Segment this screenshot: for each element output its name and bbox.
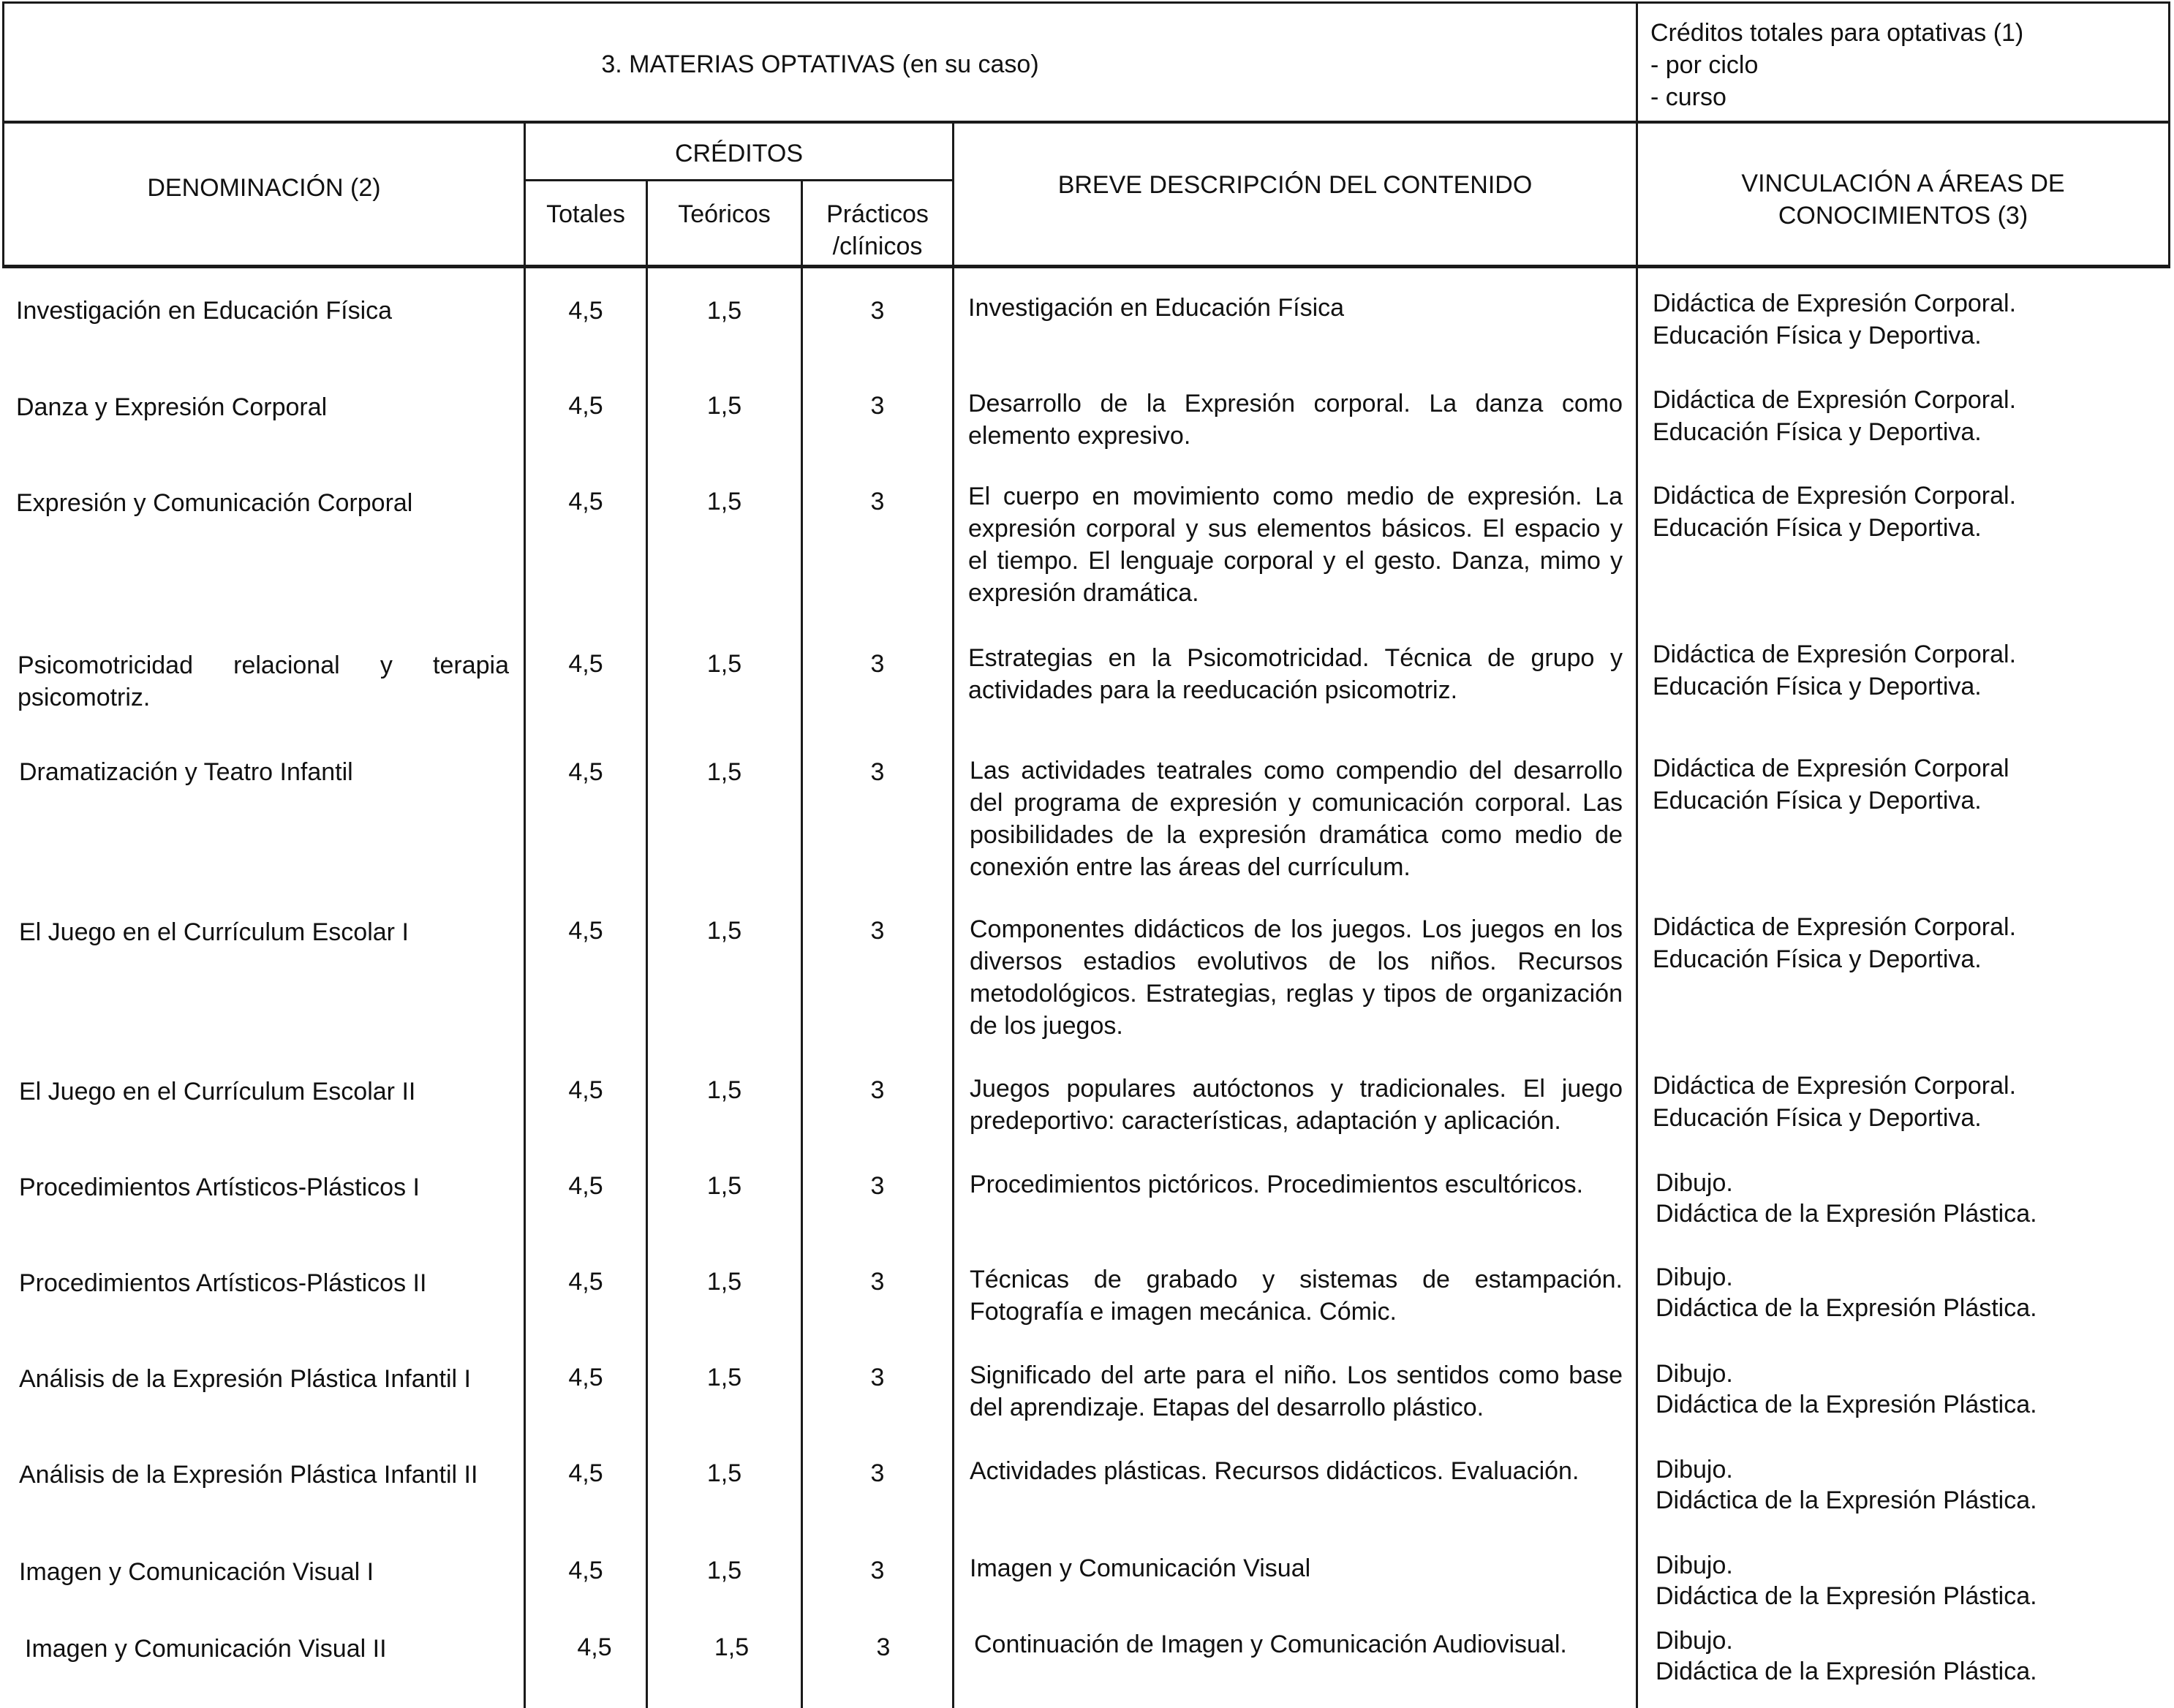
- credits-practice: 3: [870, 1076, 885, 1104]
- credits-practice: 3: [876, 1633, 891, 1661]
- subject-name: Dramatización y Teatro Infantil: [19, 758, 353, 786]
- knowledge-area: Didáctica de la Expresión Plástica.: [1656, 1294, 2037, 1322]
- content-description: El cuerpo en movimiento como medio de expresión. La expresión corporal y sus elementos básicos. El espacio y el tiempo. El lenguaje corporal y el gesto. Danza, mimo y expresión dramática.: [968, 483, 1623, 607]
- credits-practice: 3: [870, 1557, 885, 1584]
- col-divider-creditos: [952, 122, 954, 1708]
- credits-theory: 1,5: [706, 1459, 742, 1487]
- totales-header: Totales: [546, 200, 625, 228]
- knowledge-area: Dibujo.: [1656, 1360, 1733, 1388]
- teoricos-header: Teóricos: [678, 200, 771, 228]
- knowledge-area: Dibujo.: [1656, 1263, 1733, 1291]
- creditos-header: CRÉDITOS: [674, 140, 804, 167]
- credits-theory: 1,5: [706, 917, 742, 945]
- knowledge-area: Didáctica de Expresión Corporal.: [1653, 290, 2017, 317]
- knowledge-area: Didáctica de la Expresión Plástica.: [1656, 1200, 2037, 1228]
- content-description: Imagen y Comunicación Visual: [970, 1554, 1311, 1582]
- content-description: Técnicas de grabado y sistemas de estampación. Fotografía e imagen mecánica. Cómic.: [970, 1266, 1623, 1326]
- subject-name: Procedimientos Artísticos-Plásticos I: [19, 1174, 420, 1201]
- credits-practice: 3: [870, 1459, 885, 1487]
- knowledge-area: Educación Física y Deportiva.: [1653, 418, 1982, 446]
- creditos-subdivider: [524, 179, 954, 181]
- column-header-divider: [2, 265, 2170, 268]
- content-description: Continuación de Imagen y Comunicación Audiovisual.: [974, 1630, 1567, 1658]
- knowledge-area: Didáctica de Expresión Corporal.: [1653, 640, 2017, 668]
- subject-name: Danza y Expresión Corporal: [16, 393, 328, 421]
- credits-theory: 1,5: [706, 1172, 742, 1200]
- knowledge-area: Educación Física y Deportiva.: [1653, 514, 1982, 542]
- credits-total: 4,5: [568, 297, 603, 325]
- credits-practice: 3: [870, 1172, 885, 1200]
- knowledge-area: Educación Física y Deportiva.: [1653, 787, 1982, 815]
- knowledge-area: Didáctica de la Expresión Plástica.: [1656, 1582, 2037, 1610]
- header-divider: [2, 121, 2170, 124]
- credits-theory: 1,5: [706, 392, 742, 420]
- knowledge-area: Didáctica de la Expresión Plástica.: [1656, 1486, 2037, 1514]
- knowledge-area: Dibujo.: [1656, 1169, 1733, 1197]
- knowledge-area: Educación Física y Deportiva.: [1653, 673, 1982, 700]
- credits-practice: 3: [870, 488, 885, 515]
- knowledge-area: Dibujo.: [1656, 1627, 1733, 1655]
- subject-name: Análisis de la Expresión Plástica Infantil I: [19, 1365, 471, 1393]
- credits-total: 4,5: [568, 758, 603, 786]
- knowledge-area: Didáctica de Expresión Corporal.: [1653, 482, 2017, 510]
- totals-per-cycle: - por ciclo: [1650, 51, 1759, 79]
- content-description: Actividades plásticas. Recursos didácticos. Evaluación.: [970, 1457, 1579, 1485]
- credits-practice: 3: [870, 1268, 885, 1296]
- subject-name: Imagen y Comunicación Visual II: [25, 1635, 387, 1663]
- practicos-header-line1: Prácticos: [826, 200, 929, 228]
- credits-practice: 3: [870, 392, 885, 420]
- credits-theory: 1,5: [706, 488, 742, 515]
- denominacion-header: DENOMINACIÓN (2): [147, 174, 381, 202]
- top-border: [2, 1, 2170, 4]
- content-description: Desarrollo de la Expresión corporal. La danza como elemento expresivo.: [968, 390, 1623, 450]
- credits-practice: 3: [870, 297, 885, 325]
- credits-theory: 1,5: [706, 1268, 742, 1296]
- credits-theory: 1,5: [714, 1633, 750, 1661]
- knowledge-area: Dibujo.: [1656, 1552, 1733, 1579]
- credits-total: 4,5: [568, 488, 603, 515]
- subject-name: El Juego en el Currículum Escolar II: [19, 1078, 416, 1106]
- credits-theory: 1,5: [706, 758, 742, 786]
- subject-name: Investigación en Educación Física: [16, 297, 393, 325]
- credits-theory: 1,5: [706, 297, 742, 325]
- credits-total: 4,5: [577, 1633, 612, 1661]
- totals-course: - curso: [1650, 83, 1726, 111]
- content-description: Las actividades teatrales como compendio del desarrollo del programa de expresión y comunicación corporal. Las posibilidades de la expresión dramática como medio de conexión entre las áreas del currículum.: [970, 757, 1623, 881]
- subject-name: Procedimientos Artísticos-Plásticos II: [19, 1269, 427, 1297]
- knowledge-area: Didáctica de Expresión Corporal: [1653, 755, 2009, 782]
- subject-name: Imagen y Comunicación Visual I: [19, 1558, 374, 1586]
- left-border: [2, 1, 4, 268]
- vinculacion-header-line2: CONOCIMIENTOS (3): [1778, 202, 2028, 230]
- vinculacion-header-line1: VINCULACIÓN A ÁREAS DE: [1741, 170, 2065, 197]
- knowledge-area: Didáctica de la Expresión Plástica.: [1656, 1391, 2037, 1418]
- credits-practice: 3: [870, 758, 885, 786]
- knowledge-area: Educación Física y Deportiva.: [1653, 945, 1982, 973]
- knowledge-area: Educación Física y Deportiva.: [1653, 322, 1982, 349]
- credits-theory: 1,5: [706, 1076, 742, 1104]
- credits-theory: 1,5: [706, 650, 742, 678]
- section-title: 3. MATERIAS OPTATIVAS (en su caso): [601, 50, 1039, 78]
- credits-theory: 1,5: [706, 1364, 742, 1391]
- content-description: Componentes didácticos de los juegos. Los juegos en los diversos estadios evolutivos de los niños. Recursos metodológicos. Estrategias, reglas y tipos de organización de los juegos.: [970, 915, 1623, 1040]
- practicos-header-line2: /clínicos: [832, 233, 923, 260]
- credits-total: 4,5: [568, 1268, 603, 1296]
- credits-total: 4,5: [568, 1364, 603, 1391]
- totals-divider: [1636, 1, 1638, 1708]
- right-border: [2168, 1, 2170, 268]
- knowledge-area: Dibujo.: [1656, 1456, 1733, 1484]
- subject-name: El Juego en el Currículum Escolar I: [19, 918, 409, 946]
- knowledge-area: Didáctica de Expresión Corporal.: [1653, 1072, 2017, 1100]
- credits-total: 4,5: [568, 1172, 603, 1200]
- credits-practice: 3: [870, 650, 885, 678]
- knowledge-area: Educación Física y Deportiva.: [1653, 1104, 1982, 1132]
- content-description: Procedimientos pictóricos. Procedimientos escultóricos.: [970, 1171, 1584, 1198]
- subject-name: Expresión y Comunicación Corporal: [16, 489, 413, 517]
- credits-total: 4,5: [568, 917, 603, 945]
- credits-practice: 3: [870, 1364, 885, 1391]
- subject-name: Análisis de la Expresión Plástica Infantil II: [19, 1461, 478, 1489]
- credits-theory: 1,5: [706, 1557, 742, 1584]
- credits-total: 4,5: [568, 1557, 603, 1584]
- knowledge-area: Didáctica de Expresión Corporal.: [1653, 386, 2017, 414]
- knowledge-area: Didáctica de la Expresión Plástica.: [1656, 1658, 2037, 1685]
- credits-total: 4,5: [568, 1076, 603, 1104]
- content-description: Significado del arte para el niño. Los sentidos como base del aprendizaje. Etapas del desarrollo plástico.: [970, 1361, 1623, 1421]
- content-description: Investigación en Educación Física: [968, 294, 1345, 322]
- subject-name: Psicomotricidad relacional y terapia psicomotriz.: [18, 651, 509, 711]
- credits-total: 4,5: [568, 392, 603, 420]
- content-description: Juegos populares autóctonos y tradicionales. El juego predeportivo: características, adaptación y aplicación.: [970, 1075, 1623, 1135]
- descripcion-header: BREVE DESCRIPCIÓN DEL CONTENIDO: [1057, 171, 1533, 199]
- knowledge-area: Didáctica de Expresión Corporal.: [1653, 913, 2017, 941]
- content-description: Estrategias en la Psicomotricidad. Técnica de grupo y actividades para la reeducación psicomotriz.: [968, 644, 1623, 704]
- credits-practice: 3: [870, 917, 885, 945]
- totals-title: Créditos totales para optativas (1): [1650, 19, 2024, 47]
- credits-total: 4,5: [568, 650, 603, 678]
- credits-total: 4,5: [568, 1459, 603, 1487]
